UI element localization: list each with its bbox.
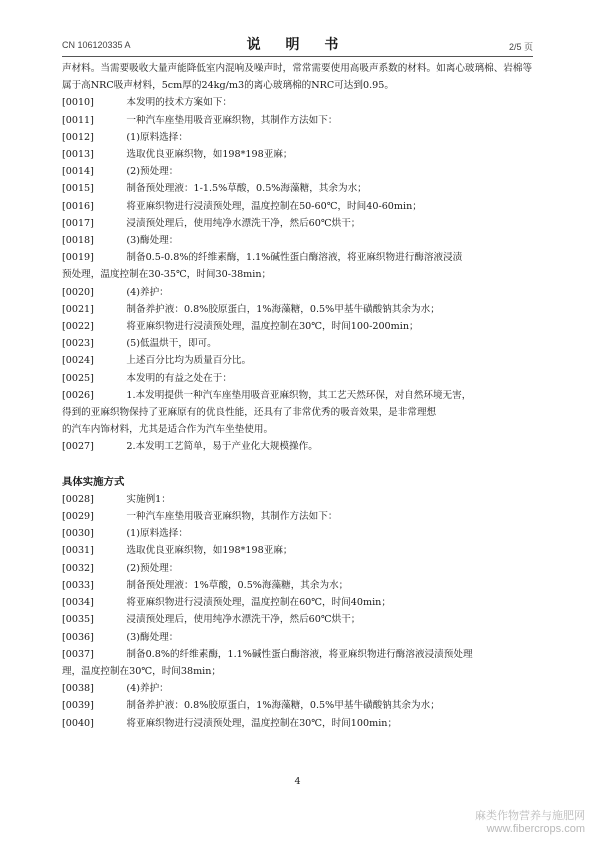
paragraph: [62, 715, 536, 732]
paragraph-number: [0024]: [62, 355, 94, 367]
paragraph: [62, 438, 536, 455]
paragraph-continuation: [62, 663, 536, 680]
paragraph-text: 制备养护液：0.8%胶原蛋白，1%海藻糖，0.5%甲基牛磺酸钠其余为水；: [126, 303, 440, 315]
paragraph-continuation: [62, 266, 536, 283]
patent-number: CN 106120335 A: [62, 40, 131, 50]
paragraph-text: (3)酶处理：: [126, 235, 179, 247]
paragraph-text: 实施例1：: [126, 493, 171, 505]
paragraph-text: 选取优良亚麻织物，如198*198亚麻；: [126, 149, 293, 161]
paragraph-text: 制备0.5-0.8%的纤维素酶，1.1%碱性蛋白酶溶液，将亚麻织物进行酶溶液浸渍: [126, 252, 463, 264]
paragraph-text: 2.本发明工艺简单，易于产业化大规模操作。: [126, 441, 318, 453]
paragraph-text: 一种汽车座垫用吸音亚麻织物，其制作方法如下：: [126, 511, 338, 523]
paragraph-number: [0026]: [62, 389, 94, 401]
paragraph-text: 将亚麻织物进行浸渍预处理，温度控制在60℃，时间40min；: [126, 597, 391, 609]
paragraph: [62, 491, 536, 508]
paragraph-number: [0019]: [62, 252, 94, 264]
paragraph-number: [0030]: [62, 528, 94, 540]
page-number: 4: [294, 776, 301, 787]
paragraph: [62, 525, 536, 542]
paragraph: [62, 697, 536, 714]
intro-paragraph: 声材料。当需要吸收大量声能降低室内混响及噪声时，常常需要使用高吸声系数的材料。如离心玻璃棉、岩棉等属于高NRC吸声材料，5cm厚的24kg/m3的离心玻璃棉的NRC可达到0.95。: [62, 63, 533, 92]
paragraph: [62, 646, 536, 663]
paragraph-number: [0031]: [62, 545, 94, 557]
paragraph: [62, 318, 536, 335]
paragraph: [62, 387, 536, 404]
watermark: [445, 810, 585, 836]
paragraph-text: (3)酶处理：: [126, 631, 179, 643]
paragraph: [62, 352, 536, 369]
paragraph: [62, 112, 536, 129]
paragraph: [62, 370, 536, 387]
paragraph-number: [0018]: [62, 235, 94, 247]
paragraph-text: (5)低温烘干，即可。: [126, 338, 217, 350]
paragraph-text: 浸渍预处理后，使用纯净水漂洗干净，然后60℃烘干；: [126, 217, 361, 229]
paragraph-number: [0016]: [62, 200, 94, 212]
paragraph-text: (4)养护：: [126, 286, 169, 298]
watermark-line1: 麻类作物营养与施肥网: [475, 810, 585, 822]
paragraph-text: (2)预处理：: [126, 562, 179, 574]
paragraph: [62, 594, 536, 611]
paragraph-number: [0021]: [62, 303, 94, 315]
paragraph-number: [0033]: [62, 579, 94, 591]
paragraph-number: [0023]: [62, 338, 94, 350]
paragraph-text: (1)原料选择：: [126, 131, 188, 143]
paragraph-number: [0028]: [62, 493, 94, 505]
paragraph-number: [0032]: [62, 562, 94, 574]
paragraph-list-a: [62, 94, 536, 455]
paragraph-number: [0038]: [62, 683, 94, 695]
paragraph-number: [0034]: [62, 597, 94, 609]
paragraph: [62, 163, 536, 180]
paragraph: [62, 611, 536, 628]
paragraph-number: [0022]: [62, 321, 94, 333]
paragraph-text: 将亚麻织物进行浸渍预处理，温度控制在50-60℃，时间40-60min；: [126, 200, 422, 212]
paragraph-continuation: [62, 404, 536, 438]
paragraph-text: 制备预处理液：1-1.5%草酸，0.5%海藻糖，其余为水；: [126, 183, 367, 195]
paragraph-list-b: [62, 491, 536, 732]
paragraph-text: 一种汽车座垫用吸音亚麻织物，其制作方法如下：: [126, 114, 338, 126]
paragraph: [62, 335, 536, 352]
paragraph-continuation-text: 理，温度控制在30℃，时间38min；: [62, 665, 222, 677]
paragraph: [62, 560, 536, 577]
paragraph-number: [0036]: [62, 631, 94, 643]
paragraph: [62, 680, 536, 697]
paragraph-text: 选取优良亚麻织物，如198*198亚麻；: [126, 545, 293, 557]
paragraph-text: (4)养护：: [126, 683, 169, 695]
section-heading: 具体实施方式: [62, 475, 125, 488]
paragraph: [62, 249, 536, 266]
paragraph-continuation-text: 预处理，温度控制在30-35℃，时间30-38min；: [62, 269, 272, 281]
paragraph-number: [0029]: [62, 511, 94, 523]
paragraph-number: [0012]: [62, 131, 94, 143]
paragraph: [62, 232, 536, 249]
watermark-line2: www.fibercrops.com: [486, 823, 585, 835]
paragraph-text: (1)原料选择：: [126, 528, 188, 540]
header-divider: [62, 56, 533, 57]
paragraph-number: [0039]: [62, 700, 94, 712]
paragraph-number: [0013]: [62, 149, 94, 161]
paragraph: [62, 284, 536, 301]
paragraph-text: 将亚麻织物进行浸渍预处理，温度控制在30℃，时间100min；: [126, 717, 398, 729]
paragraph-number: [0015]: [62, 183, 94, 195]
paragraph: [62, 215, 536, 232]
paragraph-number: [0017]: [62, 217, 94, 229]
paragraph-text: 本发明的技术方案如下：: [126, 97, 232, 109]
paragraph: [62, 301, 536, 318]
paragraph-number: [0011]: [62, 114, 94, 126]
paragraph-number: [0040]: [62, 717, 94, 729]
paragraph-continuation-text: 得到的亚麻织物保持了亚麻原有的优良性能，还具有了非常优秀的吸音效果，是非常理想 的汽车内饰材料，尤其是适合作为汽车坐垫使用。: [62, 407, 437, 436]
page-title: 说 明 书: [246, 37, 349, 53]
paragraph: [62, 577, 536, 594]
document-body: [62, 60, 536, 732]
paragraph-number: [0020]: [62, 286, 94, 298]
paragraph: [62, 146, 536, 163]
paragraph-number: [0027]: [62, 441, 94, 453]
paragraph: [62, 629, 536, 646]
paragraph: [62, 198, 536, 215]
paragraph-number: [0037]: [62, 648, 94, 660]
paragraph: [62, 542, 536, 559]
paragraph-number: [0025]: [62, 372, 94, 384]
paragraph-text: 本发明的有益之处在于：: [126, 372, 232, 384]
paragraph: [62, 129, 536, 146]
paragraph-number: [0010]: [62, 97, 94, 109]
paragraph-text: 上述百分比均为质量百分比。: [126, 355, 252, 367]
paragraph: [62, 94, 536, 111]
paragraph-text: 1.本发明提供一种汽车座垫用吸音亚麻织物，其工艺天然环保，对自然环境无害，: [126, 389, 472, 401]
paragraph-text: 制备0.8%的纤维素酶，1.1%碱性蛋白酶溶液，将亚麻织物进行酶溶液浸渍预处理: [126, 648, 473, 660]
paragraph: [62, 180, 536, 197]
paragraph-number: [0014]: [62, 166, 94, 178]
paragraph-text: 制备养护液：0.8%胶原蛋白，1%海藻糖，0.5%甲基牛磺酸钠其余为水；: [126, 700, 440, 712]
paragraph-text: (2)预处理：: [126, 166, 179, 178]
paragraph-text: 浸渍预处理后，使用纯净水漂洗干净，然后60℃烘干；: [126, 614, 361, 626]
page-info: 2/5 页: [508, 42, 533, 52]
paragraph-text: 将亚麻织物进行浸渍预处理，温度控制在30℃，时间100-200min；: [126, 321, 419, 333]
paragraph-number: [0035]: [62, 614, 94, 626]
paragraph: [62, 508, 536, 525]
paragraph-text: 制备预处理液：1%草酸，0.5%海藻糖，其余为水；: [126, 579, 349, 591]
